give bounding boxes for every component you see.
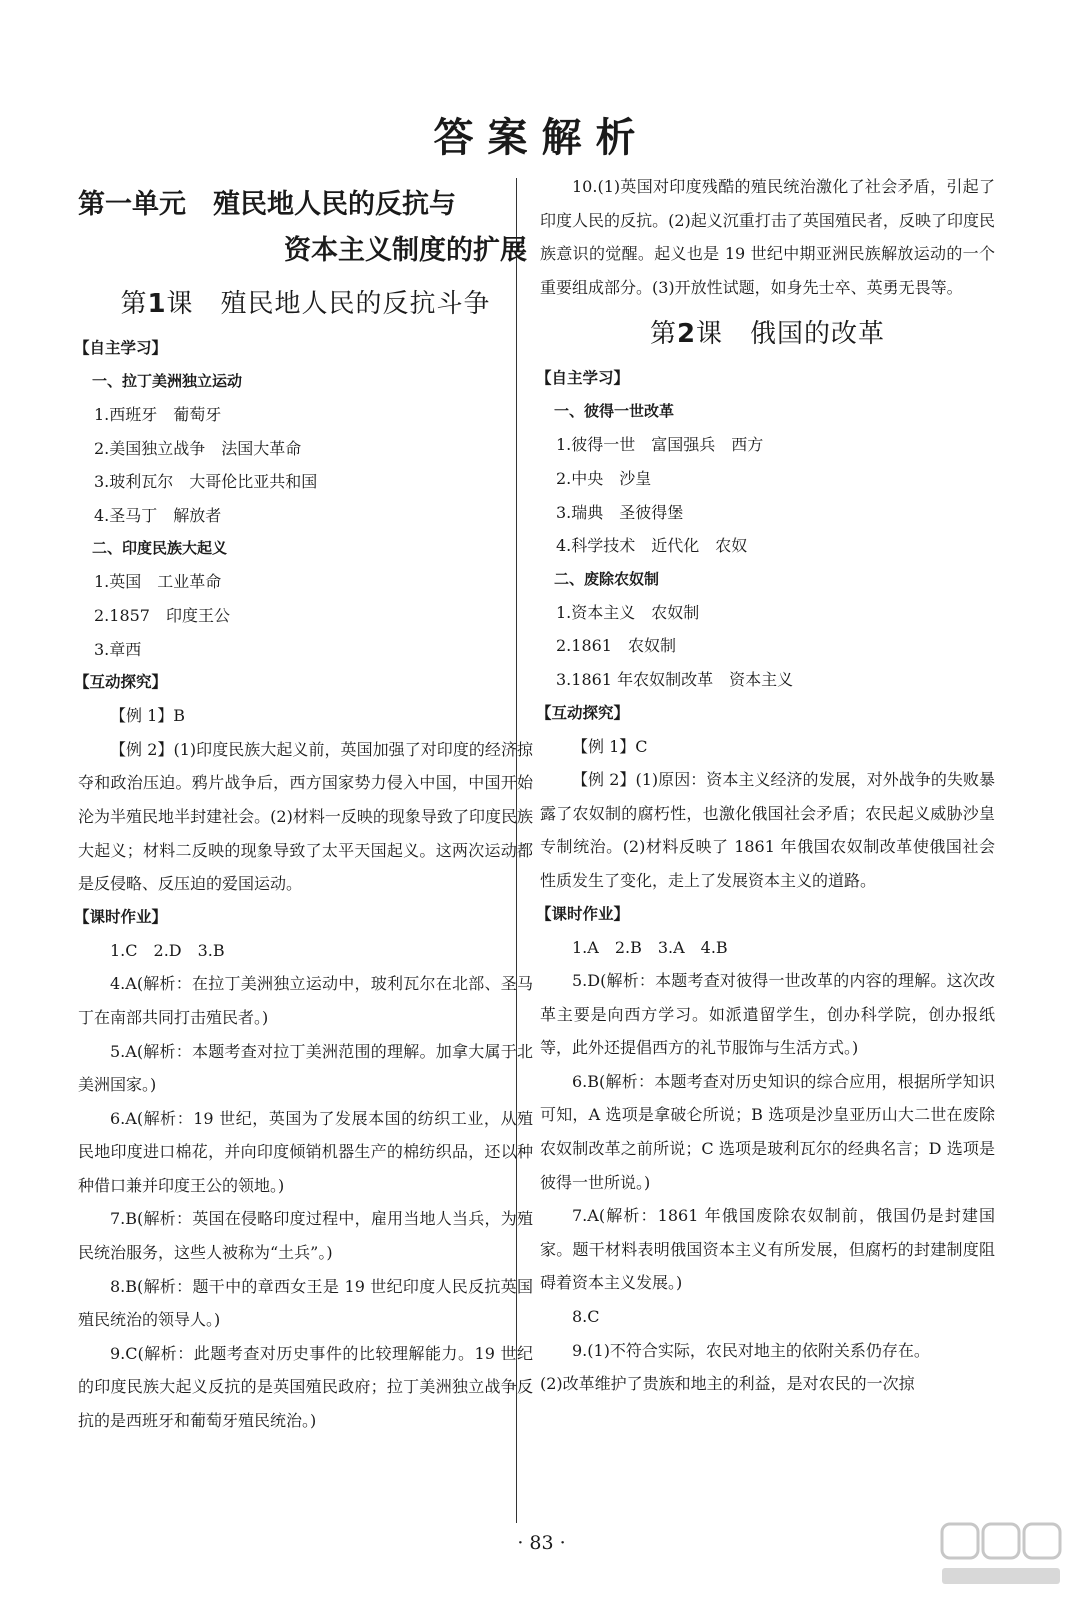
list-item: 1.英国 工业革命 [94, 572, 222, 592]
list-item: 4.科学技术 近代化 农奴 [556, 536, 748, 556]
answer-item: 5.D(解析：本题考查对彼得一世改革的内容的理解。这次改革主要是向西方学习。如派遣留学生，创办科学院，创办报纸等，此外还提倡西方的礼节服饰与生活方式。) [540, 971, 995, 1058]
answer-item: 8.B(解析：题干中的章西女王是 19 世纪印度人民反抗英国殖民统治的领导人。) [78, 1276, 533, 1330]
list-item: 3.章西 [94, 639, 142, 659]
list-item: 3.玻利瓦尔 大哥伦比亚共和国 [94, 472, 318, 492]
lesson2-homework-head: 【课时作业】 [536, 904, 630, 923]
lesson1-sub1-head: 一、拉丁美洲独立运动 [92, 372, 243, 390]
right-column [536, 170, 995, 1401]
unit-title [78, 182, 533, 274]
answer-item: 8.C [572, 1307, 600, 1327]
lesson1-example2: 【例 2】(1)印度民族大起义前，英国加强了对印度的经济掠夺和政治压迫。鸦片战争后，西方国家势力侵入中国，中国开始沦为半殖民地半封建社会。(2)材料一反映的现象导致了印度民族大起义；材料二反映的现象导致了太平天国起义。这两次运动都是反侵略、反压迫的爱国运动。 [78, 739, 533, 894]
answer-item: 4.A(解析：在拉丁美洲独立运动中，玻利瓦尔在北部、圣马丁在南部共同打击殖民者。) [78, 974, 533, 1027]
lesson2-example2: 【例 2】(1)原因：资本主义经济的发展，对外战争的失败暴露了农奴制的腐朽性，也激化俄国社会矛盾；农民起义威胁沙皇专制统治。(2)材料反映了 1861 年俄国农奴制改革使俄国社会性质发生了变化，走上了发展资本主义的道路。 [540, 770, 995, 890]
lesson1-homework-head: 【课时作业】 [74, 907, 168, 926]
answer-item: 1.A 2.B 3.A 4.B [572, 937, 728, 957]
answer-item-10: 10.(1)英国对印度残酷的殖民统治激化了社会矛盾，引起了印度人民的反抗。(2)起义沉重打击了英国殖民者，反映了印度民族意识的觉醒。起义也是 19 世纪中期亚洲民族解放运动的一个重要组成部分。(3)开放性试题，如身先士卒、英勇无畏等。 [540, 177, 995, 297]
unit-title-line1: 第一单元 殖民地人民的反抗与 [78, 189, 456, 220]
list-item: 2.1861 农奴制 [556, 636, 676, 656]
page-number: · 83 · [517, 1532, 566, 1554]
lesson1-example1: 【例 1】B [110, 706, 186, 726]
lesson1-title: 第1课 殖民地人民的反抗斗争 [120, 289, 491, 319]
watermark-logo-icon [936, 1518, 1066, 1590]
lesson1-interactive-head: 【互动探究】 [74, 673, 168, 692]
lesson2-sub1-head: 一、彼得一世改革 [554, 402, 675, 421]
left-column [74, 170, 533, 1438]
lesson1-sub2-head: 二、印度民族大起义 [92, 539, 228, 558]
lesson2-example1: 【例 1】C [572, 736, 648, 756]
answer-item: 7.B(解析：英国在侵略印度过程中，雇用当地人当兵，为殖民统治服务，这些人被称为“土兵”。) [78, 1209, 533, 1263]
list-item: 1.彼得一世 富国强兵 西方 [556, 435, 764, 455]
list-item: 2.中央 沙皇 [556, 468, 652, 488]
answer-item: 1.C 2.D 3.B [110, 940, 225, 960]
lesson2-self-study-head: 【自主学习】 [536, 369, 630, 388]
lesson2-sub2-head: 二、废除农奴制 [554, 569, 660, 588]
page-title: 答案解析 [433, 115, 650, 161]
list-item: 2.美国独立战争 法国大革命 [94, 438, 302, 458]
list-item: 4.圣马丁 解放者 [94, 505, 222, 525]
list-item: 1.西班牙 葡萄牙 [94, 405, 222, 424]
answer-item: 9.C(解析：此题考查对历史事件的比较理解能力。19 世纪的印度民族大起义反抗的是英国殖民政府；拉丁美洲独立战争反抗的是西班牙和葡萄牙殖民统治。) [78, 1343, 533, 1431]
list-item: 3.瑞典 圣彼得堡 [556, 502, 684, 522]
answer-item: 6.A(解析：19 世纪，英国为了发展本国的纺织工业，从殖民地印度进口棉花，并向印度倾销机器生产的棉纺织品，还以种种借口兼并印度王公的领地。) [78, 1108, 533, 1195]
answer-item-continued: (2)改革维护了贵族和地主的利益，是对农民的一次掠 [540, 1374, 915, 1394]
lesson2-title: 第2课 俄国的改革 [649, 319, 886, 350]
answer-item: 6.B(解析：本题考查对历史知识的综合应用，根据所学知识可知，A 选项是拿破仑所说；B 选项是沙皇亚历山大二世在废除农奴制改革之前所说；C 选项是玻利瓦尔的经典名言；D 选项是彼得一世所说。) [540, 1071, 995, 1192]
answer-item: 7.A(解析：1861 年俄国废除农奴制前，俄国仍是封建国家。题干材料表明俄国资本主义有所发展，但腐朽的封建制度阻碍着资本主义发展。) [540, 1206, 995, 1293]
lesson1-self-study-head: 【自主学习】 [74, 339, 168, 357]
answer-item: 5.A(解析：本题考查对拉丁美洲范围的理解。加拿大属于北美洲国家。) [78, 1041, 533, 1095]
list-item: 2.1857 印度王公 [94, 605, 230, 625]
lesson2-interactive-head: 【互动探究】 [536, 703, 630, 722]
list-item: 1.资本主义 农奴制 [556, 602, 700, 622]
list-item: 3.1861 年农奴制改革 资本主义 [556, 669, 794, 689]
unit-title-line2: 资本主义制度的扩展 [284, 235, 527, 266]
answer-item: 9.(1)不符合实际，农民对地主的依附关系仍存在。 [572, 1340, 930, 1360]
